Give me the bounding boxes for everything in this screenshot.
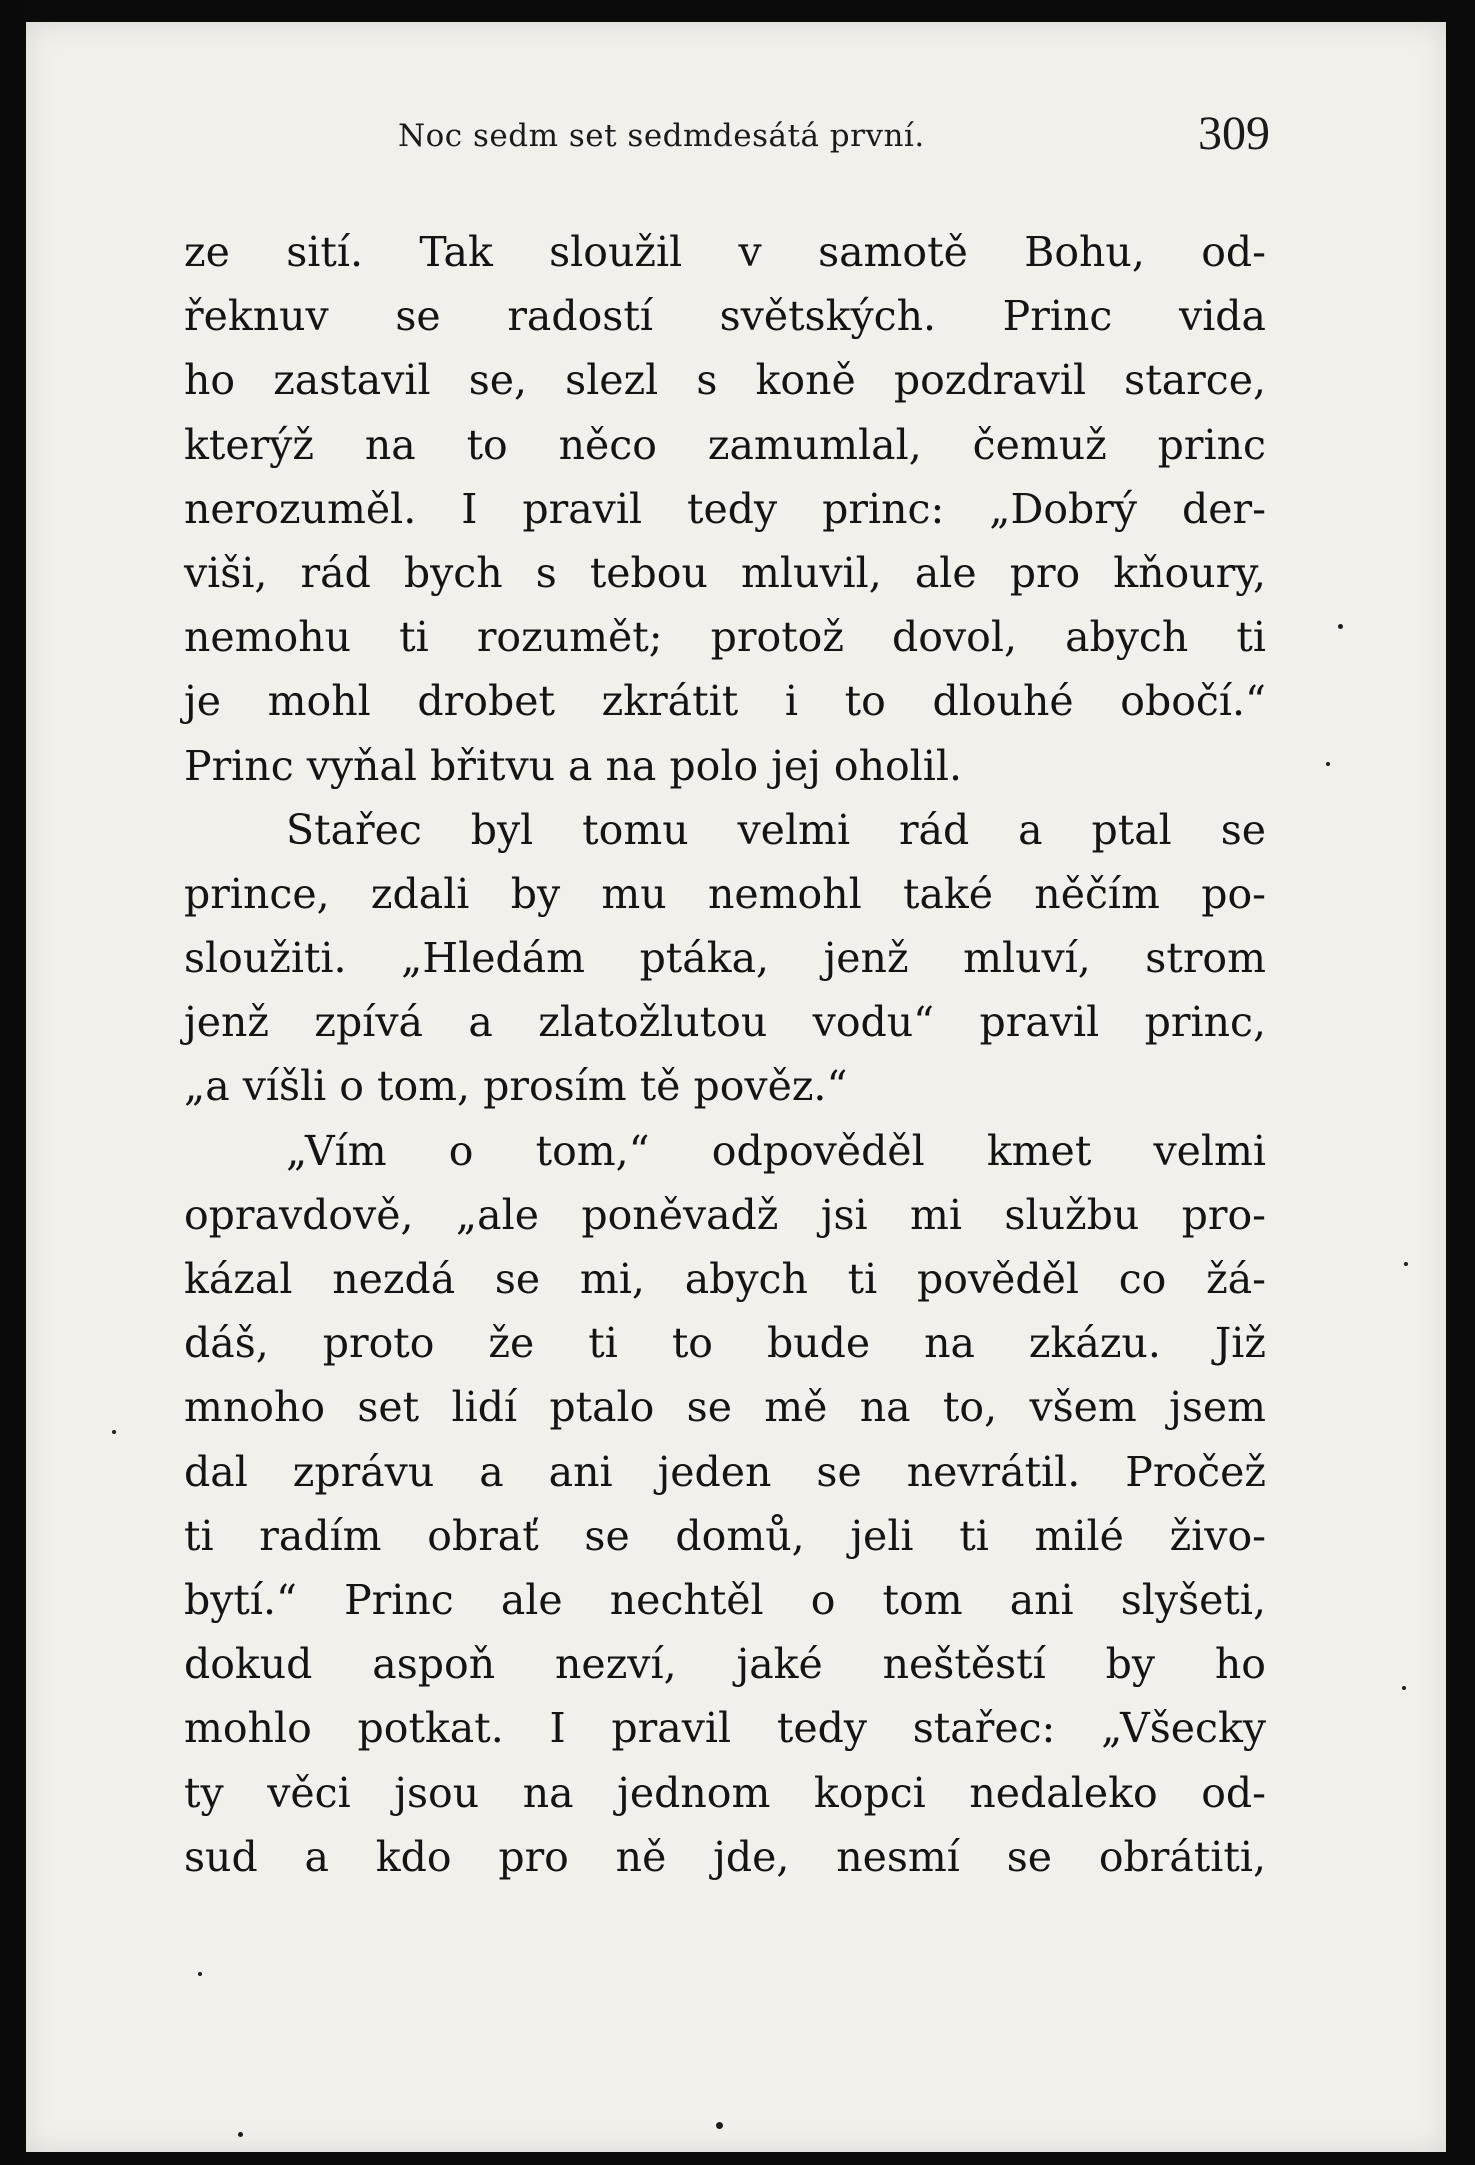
text-line: ty věci jsou na jednom kopci nedaleko od- bbox=[184, 1768, 1266, 1817]
book-page bbox=[26, 22, 1446, 2152]
text-line: ti radím obrať se domů, jeli ti milé živo- bbox=[184, 1511, 1266, 1560]
ink-speck bbox=[112, 1430, 116, 1434]
binding-edge-mark bbox=[0, 0, 22, 2165]
text-line: je mohl drobet zkrátit i to dlouhé obočí.“ bbox=[184, 677, 1266, 726]
ink-speck bbox=[1402, 1686, 1406, 1690]
text-line: dokud aspoň nezví, jaké neštěstí by ho bbox=[184, 1640, 1266, 1689]
text-line: sud a kdo pro ně jde, nesmí se obrátiti, bbox=[184, 1832, 1266, 1881]
text-line: nemohu ti rozumět; protož dovol, abych ti bbox=[184, 613, 1266, 662]
page-header bbox=[26, 22, 1446, 160]
text-line: kázal nezdá se mi, abych ti pověděl co žá- bbox=[184, 1255, 1266, 1303]
text-line: viši, rád bych s tebou mluvil, ale pro kňoury, bbox=[184, 548, 1266, 597]
ink-speck bbox=[1338, 624, 1343, 629]
text-line: prince, zdali by mu nemohl také něčím po- bbox=[184, 869, 1266, 918]
ink-speck bbox=[198, 1972, 202, 1976]
page-number: 309 bbox=[1198, 107, 1270, 160]
ink-speck bbox=[1404, 1262, 1408, 1266]
text-line: opravdově, „ale poněvadž jsi mi službu pro- bbox=[184, 1190, 1266, 1239]
body-text bbox=[184, 220, 1266, 1889]
text-line: kterýž na to něco zamumlal, čemuž princ bbox=[184, 420, 1266, 469]
text-line: mnoho set lidí ptalo se mě na to, všem jsem bbox=[184, 1383, 1266, 1432]
text-line: Princ vyňal břitvu a na polo jej oholil. bbox=[184, 741, 963, 790]
text-line: ze sití. Tak sloužil v samotě Bohu, od- bbox=[184, 228, 1266, 276]
text-line: ho zastavil se, slezl s koně pozdravil starce, bbox=[184, 356, 1266, 405]
text-line: dal zprávu a ani jeden se nevrátil. Pročež bbox=[184, 1447, 1266, 1496]
running-title: Noc sedm set sedmdesátá první. bbox=[398, 118, 925, 154]
text-line: nerozuměl. I pravil tedy princ: „Dobrý der- bbox=[184, 484, 1266, 533]
paragraph-first-line: „Vím o tom,“ odpověděl kmet velmi bbox=[286, 1126, 1266, 1175]
text-line: jenž zpívá a zlatožlutou vodu“ pravil princ, bbox=[184, 998, 1266, 1047]
ink-speck bbox=[238, 2132, 243, 2137]
ink-speck bbox=[716, 2122, 723, 2129]
text-line: sloužiti. „Hledám ptáka, jenž mluví, strom bbox=[184, 934, 1266, 983]
text-line: bytí.“ Princ ale nechtěl o tom ani slyšeti, bbox=[184, 1575, 1266, 1624]
text-line: „a víšli o tom, prosím tě pověz.“ bbox=[184, 1062, 848, 1111]
paragraph-first-line: Stařec byl tomu velmi rád a ptal se bbox=[286, 805, 1266, 854]
text-line: dáš, proto že ti to bude na zkázu. Již bbox=[184, 1319, 1266, 1368]
text-line: mohlo potkat. I pravil tedy stařec: „Všecky bbox=[184, 1704, 1266, 1753]
text-line: řeknuv se radostí světských. Princ vida bbox=[184, 292, 1266, 341]
ink-speck bbox=[1326, 762, 1330, 766]
